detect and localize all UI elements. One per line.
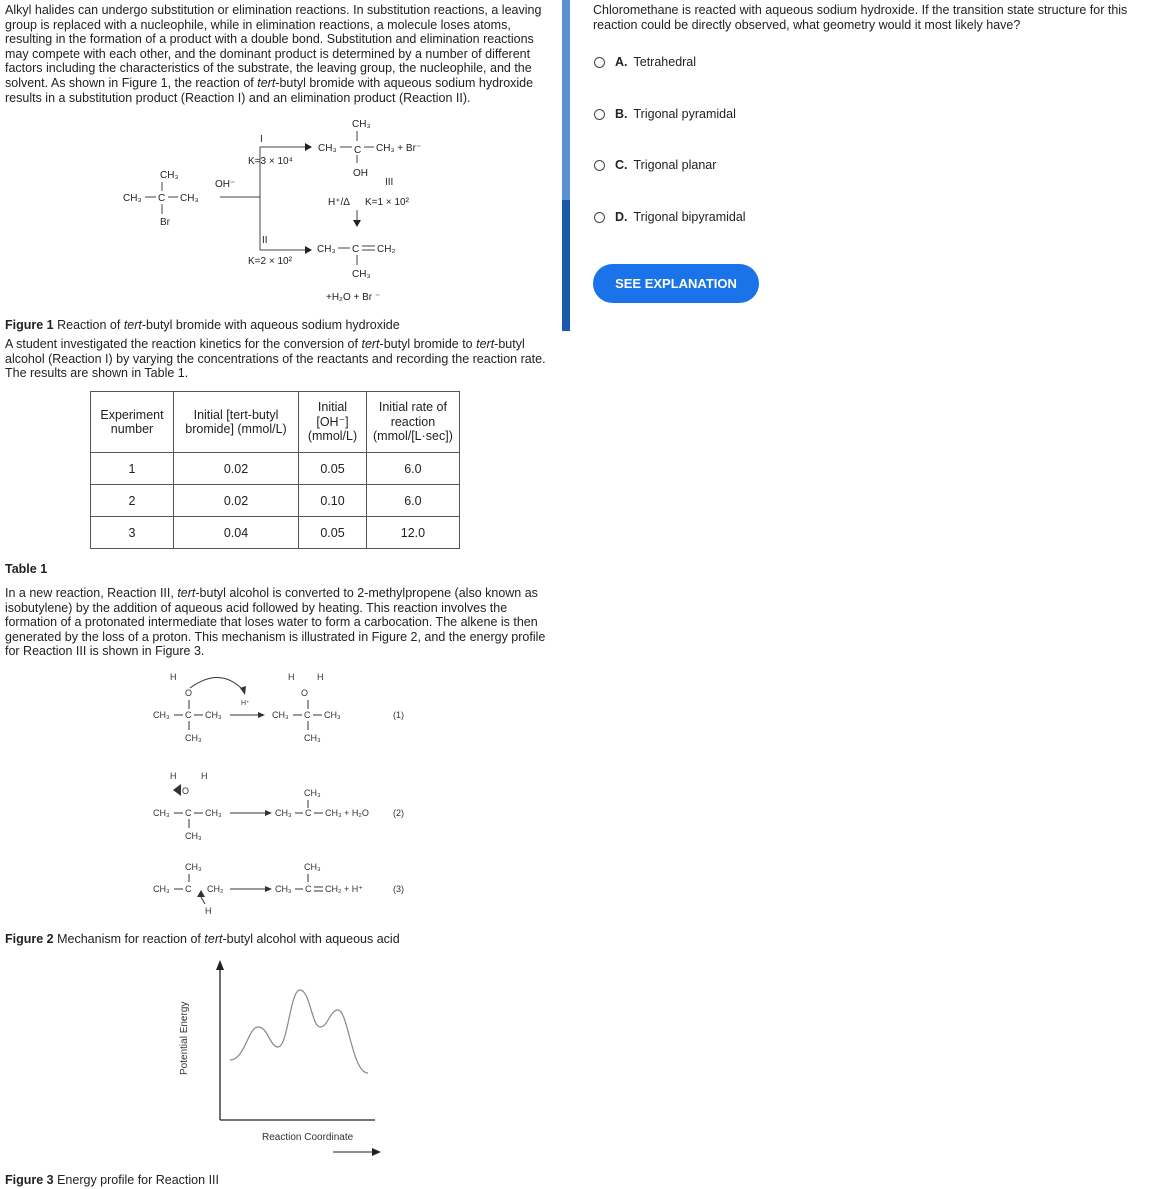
energy-curve xyxy=(230,990,368,1073)
table-cell: 0.05 xyxy=(299,517,367,549)
figure-label: C xyxy=(305,808,312,818)
fig1-roman-2: II xyxy=(262,235,268,246)
radio-icon[interactable] xyxy=(594,160,605,171)
figure-3-caption: Figure 3 Energy profile for Reaction III xyxy=(5,1173,219,1187)
figure-label: H xyxy=(170,771,177,781)
figure-label: C xyxy=(185,710,192,720)
figure-label: CH₃ xyxy=(275,884,292,894)
fig2-step-3: (3) xyxy=(393,884,404,894)
fig3-xlabel: Reaction Coordinate xyxy=(262,1132,354,1143)
fig1-p2-ch3-bottom: CH₃ xyxy=(352,269,371,280)
figure-label: CH₃ xyxy=(304,788,321,798)
radio-icon[interactable] xyxy=(594,57,605,68)
fig3-ylabel: Potential Energy xyxy=(179,1001,190,1075)
radio-icon[interactable] xyxy=(594,212,605,223)
figure-label: CH₃ xyxy=(153,884,170,894)
fig1-p2-ch2: CH₂ xyxy=(377,244,396,255)
fig1-p1-tail: CH₃ + Br⁻ xyxy=(376,143,422,154)
table-cell: 0.10 xyxy=(299,485,367,517)
table-row xyxy=(91,453,460,485)
figure-label: C xyxy=(185,884,192,894)
figure-label: H xyxy=(201,771,208,781)
fig2-step-2: (2) xyxy=(393,808,404,818)
table-header-row xyxy=(91,392,460,453)
see-explanation-button[interactable]: SEE EXPLANATION xyxy=(593,264,759,303)
figure-label: CH₃ xyxy=(153,808,170,818)
figure-label: O xyxy=(182,786,190,796)
figure-label: C xyxy=(305,884,312,894)
table-cell: 0.05 xyxy=(299,453,367,485)
radio-icon[interactable] xyxy=(594,109,605,120)
fig1-p1-ch3-left: CH₃ xyxy=(318,143,337,154)
table-cell: 0.02 xyxy=(174,453,299,485)
table-cell: 12.0 xyxy=(367,517,460,549)
figure-label: CH₃ xyxy=(205,710,222,720)
figure-label: O xyxy=(185,688,193,698)
fig1-ch3-right: CH₃ xyxy=(180,193,199,204)
figure-label: CH₃ xyxy=(185,831,202,841)
fig1-ch3-top: CH₃ xyxy=(160,170,179,181)
fig1-water-bromide: +H₂O + Br ⁻ xyxy=(326,292,381,303)
figure-label: CH₃ xyxy=(275,808,292,818)
figure-label: C xyxy=(185,808,192,818)
table-cell: 0.02 xyxy=(174,485,299,517)
figure-label: CH₃ xyxy=(304,733,321,743)
figure-label: CH₃ xyxy=(272,710,289,720)
fig1-acid-heat: H⁺/Δ xyxy=(328,197,350,208)
figure-1-caption: Figure 1 Reaction of tert-butyl bromide with aqueous sodium hydroxide xyxy=(5,318,400,332)
table-cell: 2 xyxy=(91,485,174,517)
figure-label: O xyxy=(301,688,309,698)
table-1-caption: Table 1 xyxy=(5,562,48,576)
fig1-p1-oh: OH xyxy=(353,168,368,179)
fig1-roman-3: III xyxy=(385,177,394,188)
table-cell: 1 xyxy=(91,453,174,485)
table-row xyxy=(91,485,460,517)
figure-2-caption: Figure 2 Mechanism for reaction of tert-butyl alcohol with aqueous acid xyxy=(5,932,400,946)
figure-3-energy-profile xyxy=(170,955,390,1165)
fig1-hydroxide: OH⁻ xyxy=(215,179,236,190)
figure-label: CH₃ xyxy=(153,710,170,720)
fig1-br: Br xyxy=(160,217,170,228)
figure-label: C xyxy=(304,710,311,720)
answer-option-a[interactable]: A. Tetrahedral xyxy=(594,55,696,69)
table-header-rate: Initial rate of reaction (mmol/[L·sec]) xyxy=(367,392,460,453)
figure-label: H xyxy=(170,672,177,682)
figure-label: CH₃ xyxy=(185,733,202,743)
figure-label: CH₃ xyxy=(304,862,321,872)
answer-option-c[interactable]: C. Trigonal planar xyxy=(594,158,716,172)
figure-1-reaction-scheme xyxy=(100,110,460,310)
table-cell: 6.0 xyxy=(367,453,460,485)
table-header-substrate: Initial [tert-butyl bromide] (mmol/L) xyxy=(174,392,299,453)
question-text: Chloromethane is reacted with aqueous sodium hydroxide. If the transition state structure for this reaction could be directly observed, what geometry would it most likely have? xyxy=(593,3,1128,32)
fig1-c: C xyxy=(158,193,166,204)
table-1-kinetics xyxy=(90,391,460,549)
fig1-p1-c: C xyxy=(354,145,362,156)
figure-label: CH₃ xyxy=(205,808,222,818)
figure-2-mechanism xyxy=(145,668,425,918)
answer-option-d[interactable]: D. Trigonal bipyramidal xyxy=(594,210,746,224)
figure-label: H xyxy=(317,672,324,682)
passage-reaction-3: In a new reaction, Reaction III, tert-butyl alcohol is converted to 2-methylpropene (also known as isobutylene) by the addition of aqueous acid followed by heating. This reaction involves the formation of a protonated intermediate that loses water to form a carbocation. The alkene is then generated by the loss of a proton. This mechanism is illustrated in Figure 2, and the energy profile for Reaction III is shown in Figure 3. xyxy=(5,586,546,659)
answer-option-b[interactable]: B. Trigonal pyramidal xyxy=(594,107,736,121)
figure-label: CH₃ xyxy=(324,710,341,720)
figure-label: CH₃ xyxy=(185,862,202,872)
table-header-experiment: Experiment number xyxy=(91,392,174,453)
figure-label: CH₂ xyxy=(207,884,224,894)
fig1-k3: K=1 × 10² xyxy=(365,197,409,208)
table-cell: 0.04 xyxy=(174,517,299,549)
figure-label: CH₂ + H⁺ xyxy=(325,884,363,894)
fig1-p2-ch3: CH₃ xyxy=(317,244,336,255)
fig1-k2: K=2 × 10² xyxy=(248,256,292,267)
passage-study: A student investigated the reaction kinetics for the conversion of tert-butyl bromide to tert-butyl alcohol (Reaction I) by varying the concentrations of the reactants and recording the reaction rate. The results are shown in Table 1. xyxy=(5,337,546,381)
fig1-ch3-left: CH₃ xyxy=(123,193,142,204)
pane-scroll-thumb[interactable] xyxy=(562,0,570,200)
table-cell: 3 xyxy=(91,517,174,549)
figure-label: H xyxy=(288,672,295,682)
table-row xyxy=(91,517,460,549)
fig1-p2-c: C xyxy=(352,244,360,255)
fig1-roman-1: I xyxy=(260,134,263,145)
table-cell: 6.0 xyxy=(367,485,460,517)
figure-label: H⁺ xyxy=(241,700,250,707)
fig1-p1-ch3-top: CH₃ xyxy=(352,119,371,130)
figure-label: CH₃ + H₂O xyxy=(325,808,369,818)
fig1-k1: K=3 × 10⁴ xyxy=(248,156,293,167)
passage-intro: Alkyl halides can undergo substitution or elimination reactions. In substitution reactions, a leaving group is replaced with a nucleophile, while in elimination reactions, a molecule loses atoms, resulting in the formation of a product with a double bond. Substitution and elimination reactions may compete with each other, and the dominant product is determined by a number of different factors including the characteristics of the substrate, the leaving group, the nucleophile, and the solvent. As shown in Figure 1, the reaction of tert-butyl bromide with aqueous sodium hydroxide results in a substitution product (Reaction I) and an elimination product (Reaction II). xyxy=(5,3,542,105)
figure-label: H xyxy=(205,906,212,916)
fig2-step-1: (1) xyxy=(393,710,404,720)
table-header-hydroxide: Initial [OH⁻] (mmol/L) xyxy=(299,392,367,453)
